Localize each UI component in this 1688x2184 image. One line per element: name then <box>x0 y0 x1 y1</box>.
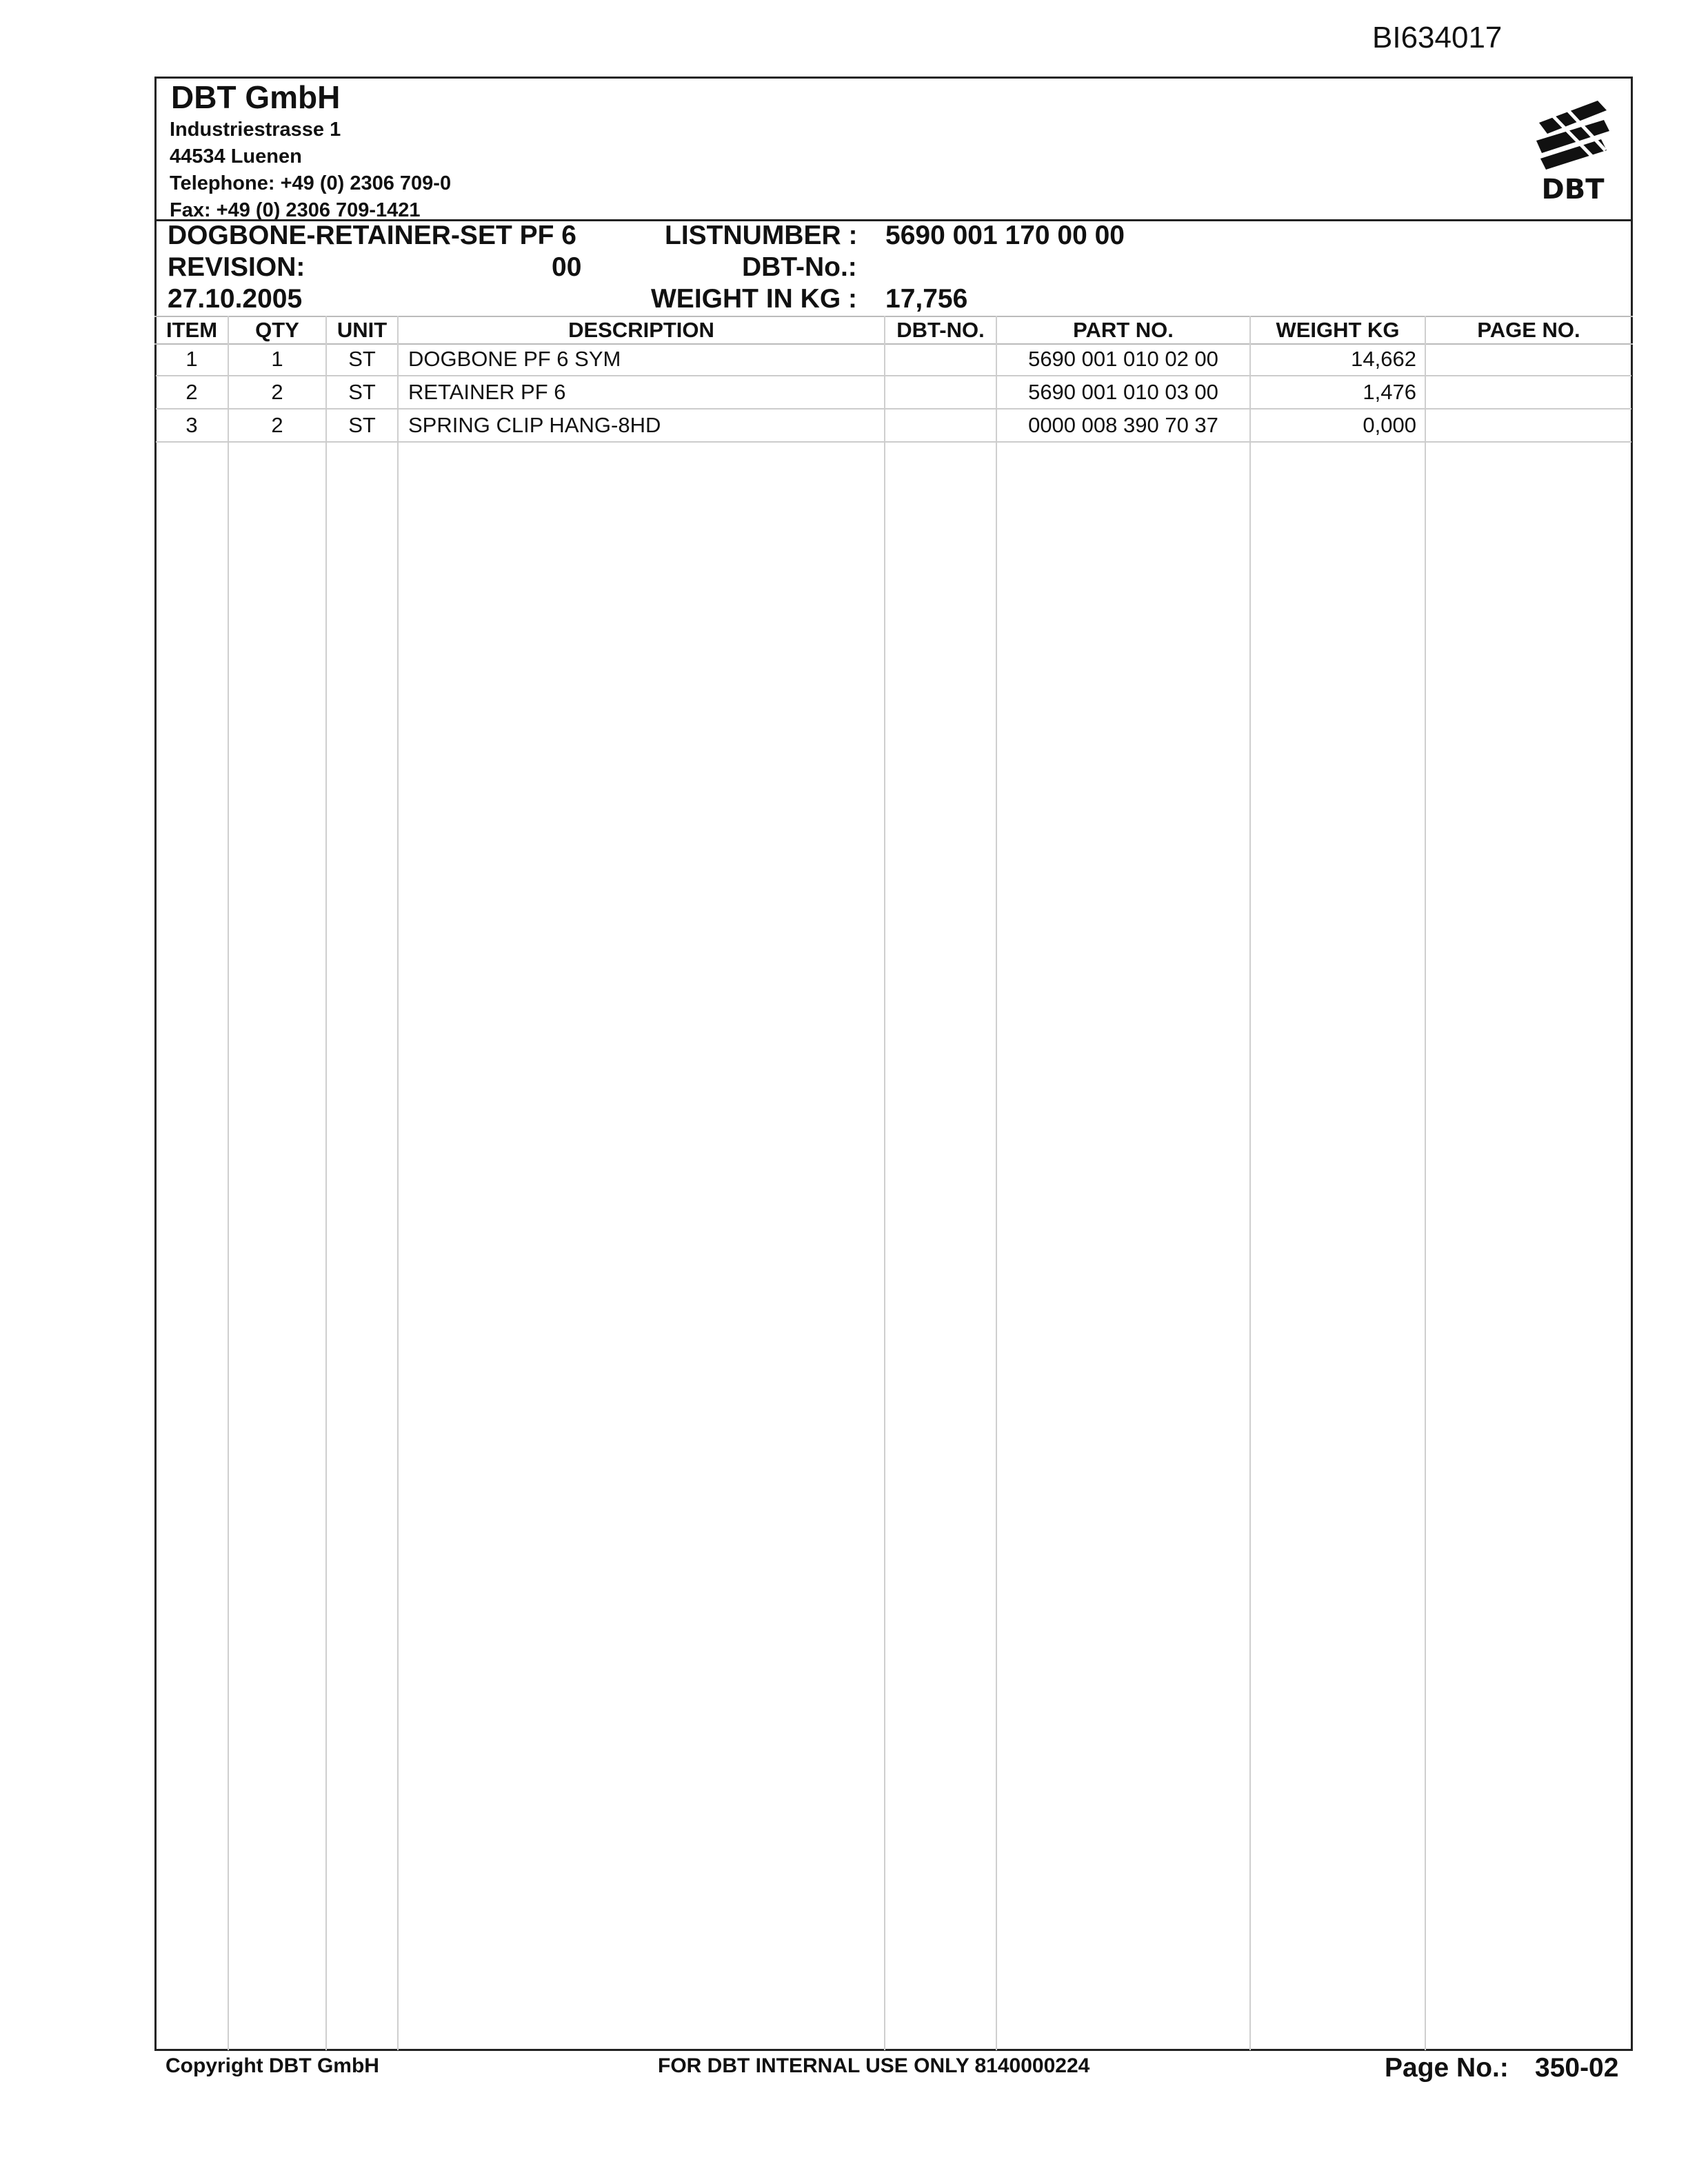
cell-unit: ST <box>348 380 376 404</box>
document-id: BI634017 <box>1372 21 1503 54</box>
cell-weight: 14,662 <box>1351 347 1416 371</box>
cell-part-no: 5690 001 010 02 00 <box>1028 347 1218 371</box>
cell-description: SPRING CLIP HANG-8HD <box>408 413 661 437</box>
cell-item: 1 <box>185 347 198 371</box>
company-name: DBT GmbH <box>171 79 341 115</box>
page-number-value: 350-02 <box>1535 2053 1619 2083</box>
cell-description: RETAINER PF 6 <box>408 380 566 404</box>
column-divider <box>397 316 399 2050</box>
copyright-text: Copyright DBT GmbH <box>165 2054 379 2077</box>
company-street: Industriestrasse 1 <box>170 119 341 141</box>
company-telephone: Telephone: +49 (0) 2306 709-0 <box>170 172 452 194</box>
column-divider <box>996 316 997 2050</box>
cell-unit: ST <box>348 413 376 437</box>
cell-weight: 1,476 <box>1363 380 1416 404</box>
cell-weight: 0,000 <box>1363 413 1416 437</box>
set-title: DOGBONE-RETAINER-SET PF 6 <box>168 221 576 250</box>
column-divider <box>228 316 229 2050</box>
listnumber-label: LISTNUMBER : <box>665 221 858 250</box>
col-header-page-no: PAGE NO. <box>1477 318 1580 342</box>
col-header-part-no: PART NO. <box>1073 318 1174 342</box>
svg-text:DBT: DBT <box>1541 174 1605 205</box>
dbt-logo <box>1532 95 1614 205</box>
col-header-item: ITEM <box>165 318 218 342</box>
cell-unit: ST <box>348 347 376 371</box>
list-date: 27.10.2005 <box>168 284 303 314</box>
page-number-label: Page No.: <box>1385 2053 1509 2083</box>
cell-item: 2 <box>185 380 198 404</box>
col-header-description: DESCRIPTION <box>568 318 714 342</box>
listnumber-value: 5690 001 170 00 00 <box>885 221 1125 250</box>
col-header-qty: QTY <box>255 318 299 342</box>
revision-label: REVISION: <box>168 252 305 282</box>
col-header-dbt-no: DBT-NO. <box>896 318 985 342</box>
row-divider <box>156 441 1631 443</box>
column-divider <box>1425 316 1426 2050</box>
cell-part-no: 0000 008 390 70 37 <box>1028 413 1218 437</box>
col-header-unit: UNIT <box>336 318 388 342</box>
dbt-no-label: DBT-No.: <box>742 252 857 282</box>
company-fax: Fax: +49 (0) 2306 709-1421 <box>170 199 421 221</box>
internal-use-notice: FOR DBT INTERNAL USE ONLY 8140000224 <box>658 2054 1090 2077</box>
cell-qty: 2 <box>271 380 283 404</box>
weight-value: 17,756 <box>885 284 968 314</box>
cell-part-no: 5690 001 010 03 00 <box>1028 380 1218 404</box>
cell-item: 3 <box>185 413 198 437</box>
cell-qty: 2 <box>271 413 283 437</box>
column-divider <box>884 316 885 2050</box>
company-city: 44534 Luenen <box>170 145 302 168</box>
col-header-weight: WEIGHT KG <box>1276 318 1400 342</box>
weight-label: WEIGHT IN KG : <box>651 284 857 314</box>
cell-qty: 1 <box>271 347 283 371</box>
cell-description: DOGBONE PF 6 SYM <box>408 347 621 371</box>
column-divider <box>1249 316 1251 2050</box>
revision-value: 00 <box>552 252 582 282</box>
column-divider <box>325 316 327 2050</box>
company-block <box>170 79 451 223</box>
